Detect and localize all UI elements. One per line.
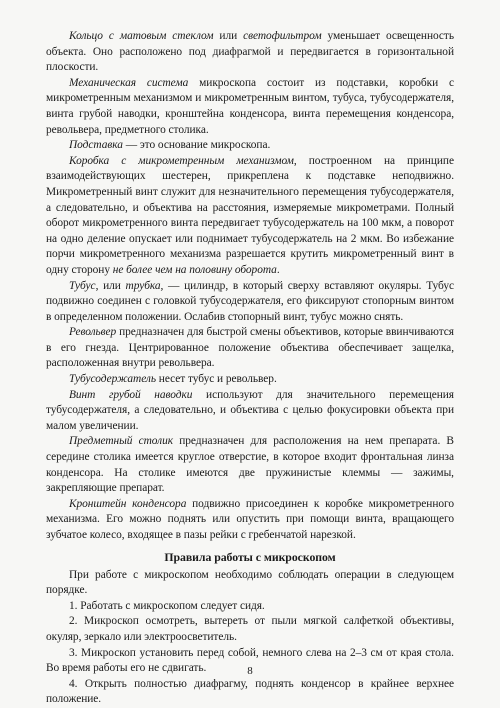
- text-run: — цилиндр, в который сверху вставляют окуляры. Тубус подвижно соединен с головкой тубусодержателя, его фиксируют стопорным винтом в определенном положении. Ослабив стопорный винт, тубус можно снять.: [46, 279, 454, 323]
- italic-term: Подставка: [69, 139, 123, 152]
- paragraph: [46, 154, 454, 279]
- italic-term: светофильтром: [243, 30, 322, 42]
- paragraph: [46, 434, 454, 496]
- italic-term: Тубусодержатель: [69, 373, 156, 386]
- text-run: .: [276, 263, 280, 276]
- italic-term: Механическая система: [69, 76, 189, 89]
- italic-term: не более чем на половину оборота: [112, 263, 277, 276]
- text-run: уменьшает освещенность объекта. Оно расположено под диафрагмой и передвигается в горизонтальной плоскости.: [46, 30, 455, 74]
- text-run: , или: [95, 279, 126, 292]
- italic-term: Револьвер: [69, 326, 117, 339]
- italic-term: Кольцо с матовым стеклом: [69, 30, 214, 42]
- section-heading: Правила работы с микроскопом: [164, 549, 336, 564]
- italic-term: Винт грубой наводки: [69, 388, 193, 401]
- paragraph: [46, 388, 454, 435]
- paragraph: [46, 325, 454, 372]
- paragraph: [46, 497, 454, 544]
- step-item: 1. Работать с микроскопом следует сидя.: [69, 599, 265, 612]
- italic-term: Предметный столик: [69, 435, 173, 448]
- page-number: 8: [247, 665, 253, 677]
- step-item: 3. Микроскоп установить перед собой, немного слева на 2–3 см от края стола. Во время работы его не сдвигать.: [46, 646, 454, 675]
- italic-term: Коробка с микрометренным механизмом: [69, 154, 294, 167]
- step-item: 2. Микроскоп осмотреть, вытереть от пыли мягкой салфеткой объективы, окуляр, зеркало или электроосветитель.: [46, 615, 454, 643]
- paragraph: [46, 279, 454, 326]
- text-run: или: [213, 30, 244, 42]
- italic-term: Кронштейн конденсора: [69, 497, 187, 510]
- body-text: [46, 29, 454, 544]
- italic-term: Тубус: [69, 279, 96, 292]
- text-run: — это основание микроскопа.: [122, 139, 271, 152]
- paragraph: [46, 76, 454, 138]
- paragraph: [46, 372, 454, 388]
- step-item: 4. Открыть полностью диафрагму, поднять конденсор в крайнее верхнее положение.: [46, 677, 454, 706]
- text-run: , построенном на принципе взаимодействующих шестерен, прикреплена к подставке неподвижно. Микрометренный винт служит для незначительного перемещения тубусодержателя, а следовательно, и объектива на расстояния, измеряемые микрометрами. Полный оборот микрометренного винта передвигает тубусодержатель на 100 мкм, а поворот на одно деление опускает или поднимает тубусодержатель на 2 мкм. Во избежание порчи микрометренного механизма разрешается крутить микрометренный винт в одну сторону: [46, 154, 454, 276]
- intro-paragraph: При работе с микроскопом необходимо соблюдать операции в следующем порядке.: [46, 568, 454, 597]
- paragraph: [46, 29, 454, 76]
- italic-term: трубка,: [125, 279, 164, 292]
- text-run: микроскопа состоит из подставки, коробки с микрометренным механизмом и микрометренным винтом, тубуса, тубусодержателя, винта грубой наводки, кронштейна конденсора, винта перемещения конденсора, револьвера, предметного столика.: [46, 76, 454, 136]
- text-run: несет тубус и револьвер.: [155, 373, 277, 386]
- text-run: предназначен для расположения на нем препарата. В середине столика имеется круглое отверстие, в которое входит фронтальная линза конденсора. На столике имеются две пружинистые клеммы — зажимы, закрепляющие препарат.: [46, 435, 454, 495]
- text-run: предназначен для быстрой смены объективов, которые ввинчиваются в его гнезда. Центрированное положение объектива обеспечивает защелка, расположенная внутри револьвера.: [46, 326, 454, 370]
- text-run: подвижно присоединен к коробке микрометренного механизма. Его можно поднять или опустить при помощи винта, вращающего зубчатое колесо, входящее в пазы рейки с гребенчатой нарезкой.: [46, 497, 454, 541]
- steps-list: [46, 599, 454, 708]
- text-run: используют для значительного перемещения тубусодержателя, а следовательно, и объектива с целью фокусировки объекта при малом увеличении.: [46, 388, 454, 432]
- paragraph: [46, 138, 454, 154]
